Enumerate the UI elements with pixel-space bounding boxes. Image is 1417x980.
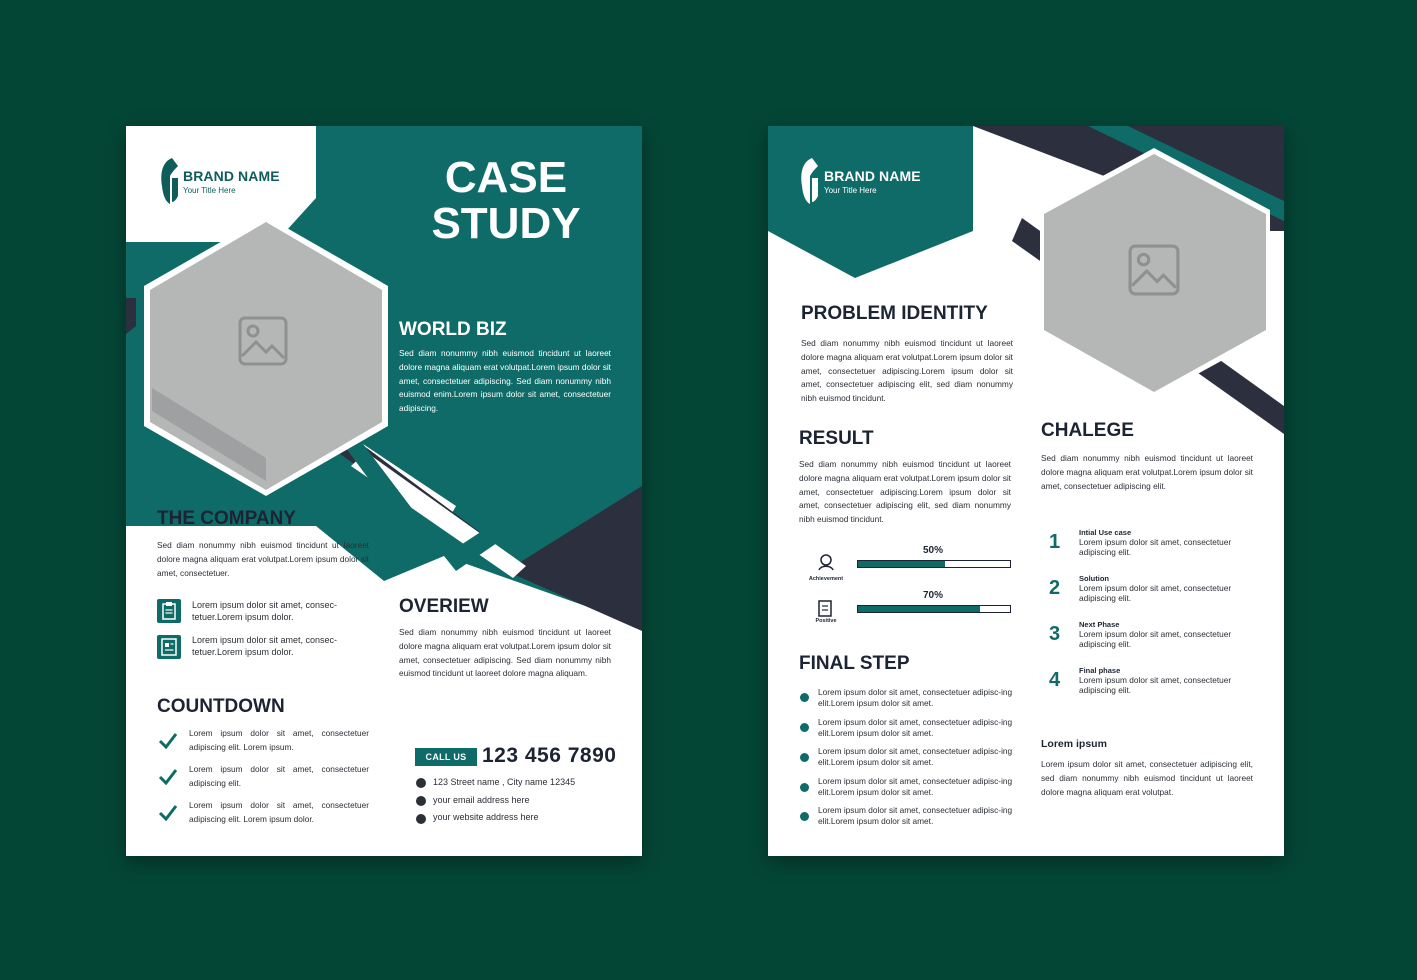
brand-logo-icon [798,156,820,206]
image-placeholder-icon [1128,244,1180,296]
step-text-4: Lorem ipsum dolor sit amet, consectetuer adipiscing elit. [1079,675,1232,695]
location-icon [416,778,426,788]
checkmark-icon [158,768,178,786]
achievement-label: Achievement [808,576,844,582]
step-number-2: 2 [1049,577,1061,599]
lorem-text: Lorem ipsum dolor sit amet, consectetuer adipiscing elit, sed diam nonummy nibh euismod tincidunt ut laoreet dolore magna aliquam erat volutpat. [1041,759,1253,797]
bullet-dot [800,723,809,732]
positive-label: Positive [815,618,837,624]
clipboard-icon [157,599,181,623]
bullet-dot [800,783,809,792]
company-heading: THE COMPANY [157,508,296,529]
step-title-3: Next Phase [1079,620,1120,629]
checkmark-icon [158,732,178,750]
final-step-item-4: Lorem ipsum dolor sit amet, consectetuer adipisc-ing elit.Lorem ipsum dolor sit amet. [818,776,1013,797]
case-title-line1: CASE [444,153,568,202]
positive-progress-bar [857,605,1011,613]
email-icon [416,796,426,806]
positive-icon [816,598,834,618]
document-icon [157,635,181,659]
challenge-heading: CHALEGE [1041,420,1134,441]
step-text-1: Lorem ipsum dolor sit amet, consectetuer adipiscing elit. [1079,537,1232,557]
overview-text: Sed diam nonummy nibh euismod tincidunt ut laoreet dolore magna aliquam erat volutpat.Lorem ipsum dolor sit amet, consectetuer adipiscing. Sed diam nonummy nibh euismod tincidunt ut laoreet dolore magna aliquam. [399,627,611,679]
world-biz-heading: WORLD BIZ [399,319,507,340]
phone-number[interactable]: 123 456 7890 [482,744,617,767]
world-biz-text: Sed diam nonummy nibh euismod tincidunt ut laoreet dolore magna aliquam erat volutpat.Lorem ipsum dolor sit amet, consectetuer adipiscing. Sed diam nonummy nibh euismod enim.Lorem ipsum dolor sit amet, consectetuer adipiscing. [399,348,611,414]
brand-tagline: Your Title Here [824,186,877,195]
checkmark-icon [158,804,178,822]
positive-percent: 70% [922,590,943,601]
bullet-dot [800,812,809,821]
flyer-front-page [126,126,642,856]
achievement-icon [816,552,836,572]
final-step-item-3: Lorem ipsum dolor sit amet, consectetuer adipisc-ing elit.Lorem ipsum dolor sit amet. [818,746,1013,767]
brand-name: BRAND NAME [824,168,921,184]
step-title-4: Final phase [1079,666,1121,675]
countdown-item-2: Lorem ipsum dolor sit amet, consectetuer adipiscing elit. [189,764,369,788]
company-item-1: Lorem ipsum dolor sit amet, consec-tetuer.Lorem ipsum dolor. [192,600,338,622]
website-text[interactable]: your website address here [433,812,539,822]
countdown-item-3: Lorem ipsum dolor sit amet, consectetuer adipiscing elit. Lorem ipsum dolor. [189,800,369,824]
step-number-4: 4 [1049,669,1061,691]
step-number-3: 3 [1049,623,1061,645]
problem-heading: PROBLEM IDENTITY [801,303,988,324]
address-text: 123 Street name , City name 12345 [433,777,576,787]
achievement-progress-fill [858,561,945,567]
final-step-heading: FINAL STEP [799,653,910,674]
email-text[interactable]: your email address here [433,795,530,805]
final-step-item-2: Lorem ipsum dolor sit amet, consectetuer adipisc-ing elit.Lorem ipsum dolor sit amet. [818,717,1013,738]
flyer-back-page [768,126,1284,856]
result-heading: RESULT [799,428,874,449]
achievement-percent: 50% [922,545,943,556]
brand-tagline: Your Title Here [183,186,236,195]
brand-logo-icon [158,156,180,206]
final-step-item-1: Lorem ipsum dolor sit amet, consectetuer adipisc-ing elit.Lorem ipsum dolor sit amet. [818,687,1013,708]
brand-name: BRAND NAME [183,168,280,184]
achievement-progress-bar [857,560,1011,568]
bullet-dot [800,753,809,762]
company-text: Sed diam nonummy nibh euismod tincidunt ut laoreet dolore magna aliquam erat volutpat.Lorem ipsum dolor sit amet, consectetuer. [157,540,369,578]
step-text-3: Lorem ipsum dolor sit amet, consectetuer adipiscing elit. [1079,629,1232,649]
case-title-line2: STUDY [431,199,581,248]
step-number-1: 1 [1049,531,1061,553]
problem-text: Sed diam nonummy nibh euismod tincidunt ut laoreet dolore magna aliquam erat volutpat.Lorem ipsum dolor sit amet, consectetuer adipiscing.Lorem ipsum dolor sit amet, consectetuer adipiscing elit, sed diam nonummy nibh euismod tincidunt. [801,338,1013,404]
call-us-label: CALL US [415,748,477,766]
step-text-2: Lorem ipsum dolor sit amet, consectetuer adipiscing elit. [1079,583,1232,603]
challenge-text: Sed diam nonummy nibh euismod tincidunt ut laoreet dolore magna aliquam erat volutpat.Lorem ipsum dolor sit amet, consectetuer adipiscing elit. [1041,453,1253,491]
company-item-2: Lorem ipsum dolor sit amet, consec-tetuer.Lorem ipsum dolor. [192,635,338,657]
step-title-2: Solution [1079,574,1109,583]
final-step-item-5: Lorem ipsum dolor sit amet, consectetuer adipisc-ing elit.Lorem ipsum dolor sit amet. [818,805,1013,826]
result-text: Sed diam nonummy nibh euismod tincidunt ut laoreet dolore magna aliquam erat volutpat.Lorem ipsum dolor sit amet, consectetuer adipiscing.Lorem ipsum dolor sit amet, consectetuer adipiscing elit, sed diam nonummy nibh euismod tincidunt. [799,459,1011,525]
step-title-1: Intial Use case [1079,528,1132,537]
website-icon [416,814,426,824]
overview-heading: OVERIEW [399,596,489,617]
lorem-heading: Lorem ipsum [1041,738,1107,750]
countdown-heading: COUNTDOWN [157,696,285,717]
positive-progress-fill [858,606,980,612]
countdown-item-1: Lorem ipsum dolor sit amet, consectetuer adipiscing elit. Lorem ipsum. [189,728,369,752]
bullet-dot [800,693,809,702]
image-placeholder-icon [238,316,288,366]
